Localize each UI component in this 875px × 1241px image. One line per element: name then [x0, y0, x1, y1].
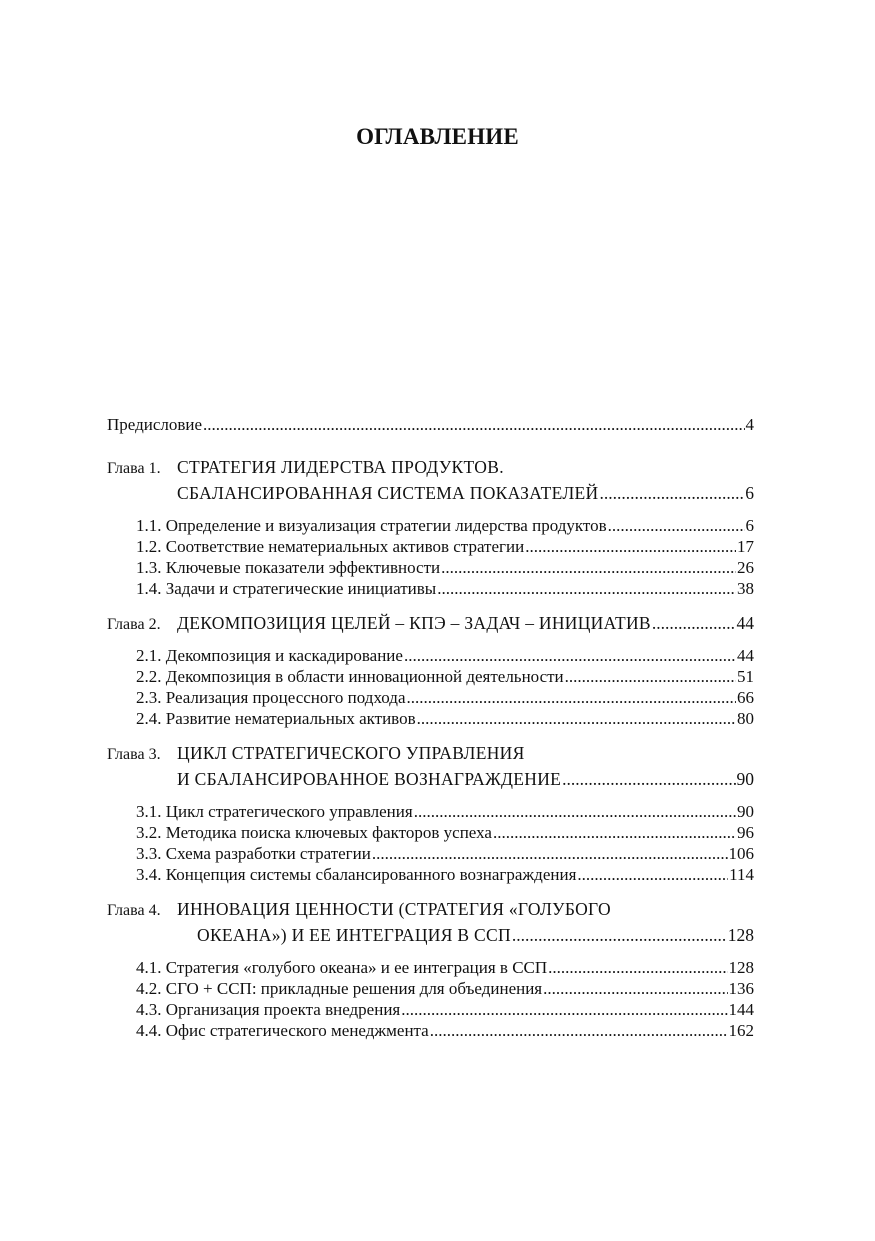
chapter-title-line-2: И СБАЛАНСИРОВАННОЕ ВОЗНАГРАЖДЕНИЕ — [177, 769, 562, 789]
toc-section-entry[interactable] — [136, 578, 754, 599]
toc-page-number: 17 — [737, 537, 754, 556]
toc-page-number: 162 — [728, 1021, 754, 1040]
chapter-title-line-1: СТРАТЕГИЯ ЛИДЕРСТВА ПРОДУКТОВ. — [177, 457, 504, 477]
toc-section-entry[interactable] — [136, 978, 754, 999]
dot-leader — [525, 536, 736, 557]
toc-page-number: 51 — [737, 667, 754, 686]
dot-leader — [543, 978, 727, 999]
dot-leader — [493, 822, 736, 843]
dot-leader — [430, 1020, 728, 1041]
page-title: ОГЛАВЛЕНИЕ — [356, 124, 519, 149]
section-list — [107, 645, 754, 729]
chapter-heading[interactable] — [107, 455, 754, 481]
chapter-title-line-1: ДЕКОМПОЗИЦИЯ ЦЕЛЕЙ – КПЭ – ЗАДАЧ – ИНИЦИАТИВ — [177, 613, 651, 633]
toc-section-entry[interactable] — [136, 536, 754, 557]
dot-leader — [548, 957, 727, 978]
toc-page-number: 38 — [737, 579, 754, 598]
dot-leader — [414, 801, 736, 822]
dot-leader — [577, 864, 728, 885]
toc-entry-preface[interactable] — [107, 414, 754, 435]
chapter-label: Глава 3. — [107, 746, 161, 763]
dot-leader — [417, 708, 736, 729]
dot-leader — [562, 767, 735, 791]
section-label: 3.1. Цикл стратегического управления — [136, 802, 413, 821]
chapter-title-line-1: ИННОВАЦИЯ ЦЕННОСТИ (СТРАТЕГИЯ «ГОЛУБОГО — [177, 899, 611, 919]
chapter-label: Глава 4. — [107, 902, 161, 919]
toc-chapter-1 — [107, 455, 754, 599]
toc-chapter-4 — [107, 897, 754, 1041]
chapter-title-line-1: ЦИКЛ СТРАТЕГИЧЕСКОГО УПРАВЛЕНИЯ — [177, 743, 525, 763]
section-label: 3.3. Схема разработки стратегии — [136, 844, 371, 863]
dot-leader — [404, 645, 736, 666]
dot-leader — [437, 578, 736, 599]
section-list — [107, 957, 754, 1041]
toc-page-number: 128 — [727, 925, 754, 945]
dot-leader — [608, 515, 745, 536]
chapter-title-line-2: СБАЛАНСИРОВАННАЯ СИСТЕМА ПОКАЗАТЕЛЕЙ — [177, 483, 599, 503]
toc-section-entry[interactable] — [136, 708, 754, 729]
section-label: 1.1. Определение и визуализация стратегии лидерства продуктов — [136, 516, 607, 535]
toc-chapter-2 — [107, 611, 754, 729]
dot-leader — [652, 611, 736, 635]
section-label: 1.4. Задачи и стратегические инициативы — [136, 579, 437, 598]
toc-page-number: 44 — [736, 613, 754, 633]
dot-leader — [599, 481, 744, 505]
chapter-title-line-2: ОКЕАНА») И ЕЕ ИНТЕГРАЦИЯ В ССП — [197, 925, 511, 945]
section-label: 4.1. Стратегия «голубого океана» и ее интеграция в ССП — [136, 958, 548, 977]
toc-section-entry[interactable] — [136, 515, 754, 536]
section-label: 2.3. Реализация процессного подхода — [136, 688, 406, 707]
toc-page-number: 90 — [737, 802, 754, 821]
chapter-title-continuation[interactable] — [107, 923, 754, 947]
toc-section-entry[interactable] — [136, 864, 754, 885]
toc-page-number: 90 — [736, 769, 754, 789]
chapter-heading[interactable] — [107, 611, 754, 635]
dot-leader — [401, 999, 727, 1020]
section-label: 3.4. Концепция системы сбалансированного вознаграждения — [136, 865, 577, 884]
section-label: 2.1. Декомпозиция и каскадирование — [136, 646, 403, 665]
toc-page-number: 114 — [729, 865, 754, 884]
section-label: 4.3. Организация проекта внедрения — [136, 1000, 401, 1019]
section-list — [107, 801, 754, 885]
chapter-heading[interactable] — [107, 741, 754, 767]
toc-page-number: 128 — [728, 958, 754, 977]
section-label: 3.2. Методика поиска ключевых факторов успеха — [136, 823, 492, 842]
toc-page-number: 136 — [728, 979, 754, 998]
toc-section-entry[interactable] — [136, 687, 754, 708]
toc-entry-label: Предисловие — [107, 415, 203, 434]
toc-section-entry[interactable] — [136, 666, 754, 687]
section-label: 1.3. Ключевые показатели эффективности — [136, 558, 441, 577]
toc-page-number: 4 — [745, 415, 754, 434]
toc-section-entry[interactable] — [136, 999, 754, 1020]
chapter-label: Глава 2. — [107, 616, 161, 633]
toc-page-number: 80 — [737, 709, 754, 728]
toc-section-entry[interactable] — [136, 801, 754, 822]
table-of-contents — [107, 414, 754, 1053]
toc-page-number: 144 — [728, 1000, 754, 1019]
toc-page-number: 6 — [745, 483, 754, 503]
section-label: 1.2. Соответствие нематериальных активов стратегии — [136, 537, 525, 556]
section-list — [107, 515, 754, 599]
toc-page-number: 66 — [737, 688, 754, 707]
dot-leader — [565, 666, 736, 687]
toc-section-entry[interactable] — [136, 557, 754, 578]
chapter-title-continuation[interactable] — [107, 767, 754, 791]
toc-page-number: 6 — [745, 516, 754, 535]
chapter-heading[interactable] — [107, 897, 754, 923]
dot-leader — [441, 557, 736, 578]
toc-section-entry[interactable] — [136, 957, 754, 978]
section-label: 4.4. Офис стратегического менеджмента — [136, 1021, 429, 1040]
toc-section-entry[interactable] — [136, 822, 754, 843]
toc-section-entry[interactable] — [136, 843, 754, 864]
chapter-label: Глава 1. — [107, 460, 161, 477]
dot-leader — [512, 923, 727, 947]
toc-page-number: 26 — [737, 558, 754, 577]
toc-page-number: 96 — [737, 823, 754, 842]
section-label: 2.2. Декомпозиция в области инновационной деятельности — [136, 667, 564, 686]
dot-leader — [407, 687, 736, 708]
dot-leader — [372, 843, 728, 864]
section-label: 4.2. СГО + ССП: прикладные решения для объединения — [136, 979, 543, 998]
toc-section-entry[interactable] — [136, 1020, 754, 1041]
toc-chapter-3 — [107, 741, 754, 885]
toc-page-number: 106 — [728, 844, 754, 863]
chapter-title-continuation[interactable] — [107, 481, 754, 505]
dot-leader — [203, 414, 744, 435]
section-label: 2.4. Развитие нематериальных активов — [136, 709, 416, 728]
toc-page-number: 44 — [737, 646, 754, 665]
toc-section-entry[interactable] — [136, 645, 754, 666]
